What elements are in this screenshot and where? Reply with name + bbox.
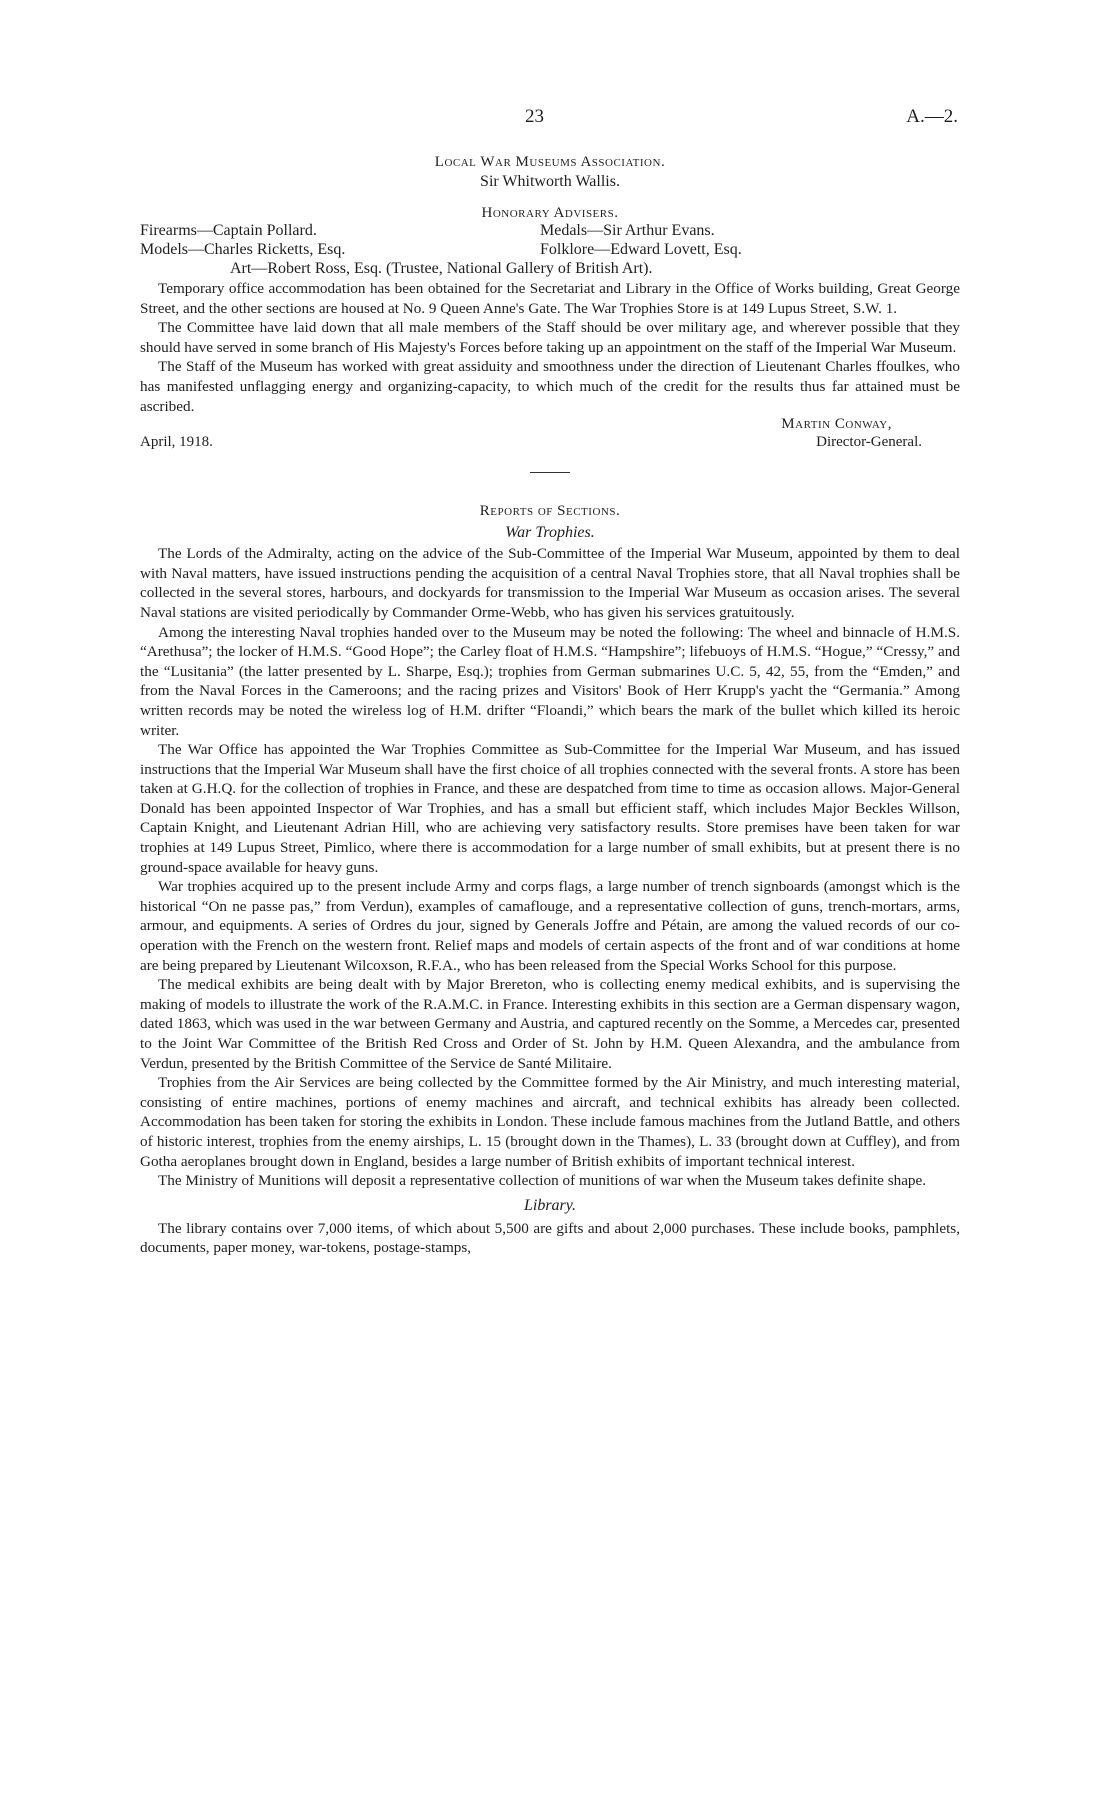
trophy-paragraph-5: The medical exhibits are being dealt with by Major Brereton, who is collecting enemy medical exhibits, and is supervising the making of models to illustrate the work of the R.A.M.C. in France. Interesting exhibits in this section are a German dispensary wagon, dated 1863, which was used in the war between Germany and Austria, and captured recently on the Somme, a Mercedes car, presented to the Joint War Committee of the British Red Cross and Order of St. John by H.M. Queen Alexandra, and the ambulance from Verdun, presented by the British Committee of the Service de Santé Militaire. <box>140 976 960 1072</box>
advisers-heading: Honorary Advisers. <box>481 205 619 221</box>
intro-paragraph-2: The Committee have laid down that all male members of the Staff should be over military age, and wherever possible that they should have served in some branch of His Majesty's Forces before taking up an appointment on the staff of the Imperial War Museum. <box>140 319 960 356</box>
reports-heading: Reports of Sections. <box>479 503 621 520</box>
association-person: Sir Whitworth Wallis. <box>480 173 620 190</box>
page-header <box>140 100 960 128</box>
signature-name: Martin Conway, <box>781 416 892 433</box>
page-number: 23 <box>525 106 544 127</box>
trophy-paragraph-2: Among the interesting Naval trophies handed over to the Museum may be noted the following: The wheel and binnacle of H.M.S. “Arethusa”; the locker of H.M.S. “Good Hope”; the Carley float of H.M.S. “Hampshire”; lifebuoys of H.M.S. “Hogue,” “Cressy,” and the “Lusitania” (the latter presented by L. Sharpe, Esq.); trophies from German submarines U.C. 5, 42, 55, from the “Emden,” and from the Naval Forces in the Cameroons; and the racing prizes and Visitors' Book of Herr Krupp's yacht the “Germania.” Among written records may be noted the wireless log of H.M. drifter “Floandi,” which bears the mark of the bullet which killed its heroic writer. <box>140 623 960 739</box>
section-divider <box>530 472 570 473</box>
document-reference: A.—2. <box>906 106 958 127</box>
association-heading: Local War Museums Association. <box>434 154 666 170</box>
signature-title: Director-General. <box>816 434 922 451</box>
war-trophies-heading: War Trophies. <box>505 524 595 542</box>
intro-paragraph-1: Temporary office accommodation has been obtained for the Secretariat and Library in the Office of Works building, Great George Street, and the other sections are housed at No. 9 Queen Anne's Gate. The War Trophies Store is at 149 Lupus Street, S.W. 1. <box>140 280 960 317</box>
intro-paragraph-3: The Staff of the Museum has worked with great assiduity and smoothness under the direction of Lieutenant Charles ffoulkes, who has manifested unflagging energy and organizing-capacity, to which much of the credit for the results thus far attained must be ascribed. <box>140 358 960 415</box>
adviser-firearms: Firearms—Captain Pollard. <box>140 222 317 239</box>
document-page <box>140 100 960 1258</box>
advisers-row-1 <box>140 222 960 241</box>
signature-date: April, 1918. <box>140 434 213 451</box>
trophy-paragraph-7: The Ministry of Munitions will deposit a representative collection of munitions of war when the Museum takes definite shape. <box>158 1172 927 1190</box>
trophy-paragraph-4: War trophies acquired up to the present include Army and corps flags, a large number of trench signboards (amongst which is the historical “On ne passe pas,” from Verdun), examples of camaflouge, and a representative collection of guns, trench-mortars, arms, armour, and equipments. A series of Ordres du jour, signed by Generals Joffre and Pétain, are among the valued records of our co-operation with the French on the western front. Relief maps and models of certain aspects of the front and of war conditions at home are being prepared by Lieutenant Wilcoxson, R.F.A., who has been released from the Special Works School for this purpose. <box>140 878 960 974</box>
advisers-row-2 <box>140 241 960 260</box>
advisers-row-3 <box>140 260 960 279</box>
trophy-paragraph-3: The War Office has appointed the War Trophies Committee as Sub-Committee for the Imperial War Museum, and has issued instructions that the Imperial War Museum shall have the first choice of all trophies connected with the several fronts. A store has been taken at G.H.Q. for the collection of trophies in France, and these are despatched from time to time as occasion allows. Major-General Donald has been appointed Inspector of War Trophies, and has a small but efficient staff, which includes Major Beckles Willson, Captain Knight, and Lieutenant Adrian Hill, who are achieving very satisfactory results. Store premises have been taken for war trophies at 149 Lupus Street, Pimlico, where there is accommodation for a large number of small exhibits, but at present there is no ground-space available for heavy guns. <box>140 741 960 876</box>
trophy-paragraph-6: Trophies from the Air Services are being collected by the Committee formed by the Air Ministry, and much interesting material, consisting of entire machines, portions of enemy machines and aircraft, and technical exhibits has already been collected. Accommodation has been taken for storing the exhibits in London. These include famous machines from the Jutland Battle, and others of historic interest, trophies from the enemy airships, L. 15 (brought down in the Thames), L. 33 (brought down at Cuffley), and from Gotha aeroplanes brought down in England, besides a large number of British exhibits of important technical interest. <box>140 1074 960 1170</box>
adviser-folklore: Folklore—Edward Lovett, Esq. <box>540 241 742 258</box>
trophy-paragraph-1: The Lords of the Admiralty, acting on the advice of the Sub-Committee of the Imperial War Museum, appointed by them to deal with Naval matters, have issued instructions pending the acquisition of a central Naval Trophies store, that all Naval trophies shall be collected in the several stores, harbours, and dockyards for transmission to the Imperial War Museum as occasion arises. The several Naval stations are visited periodically by Commander Orme-Webb, who has given his services gratuitously. <box>140 545 960 621</box>
signature-block <box>140 416 960 454</box>
library-heading: Library. <box>523 1196 576 1214</box>
adviser-medals: Medals—Sir Arthur Evans. <box>540 222 715 239</box>
adviser-models: Models—Charles Ricketts, Esq. <box>140 241 346 258</box>
adviser-art: Art—Robert Ross, Esq. (Trustee, National Gallery of British Art). <box>230 260 653 277</box>
library-paragraph: The library contains over 7,000 items, of which about 5,500 are gifts and about 2,000 purchases. These include books, pamphlets, documents, paper money, war-tokens, postage-stamps, <box>140 1219 960 1257</box>
